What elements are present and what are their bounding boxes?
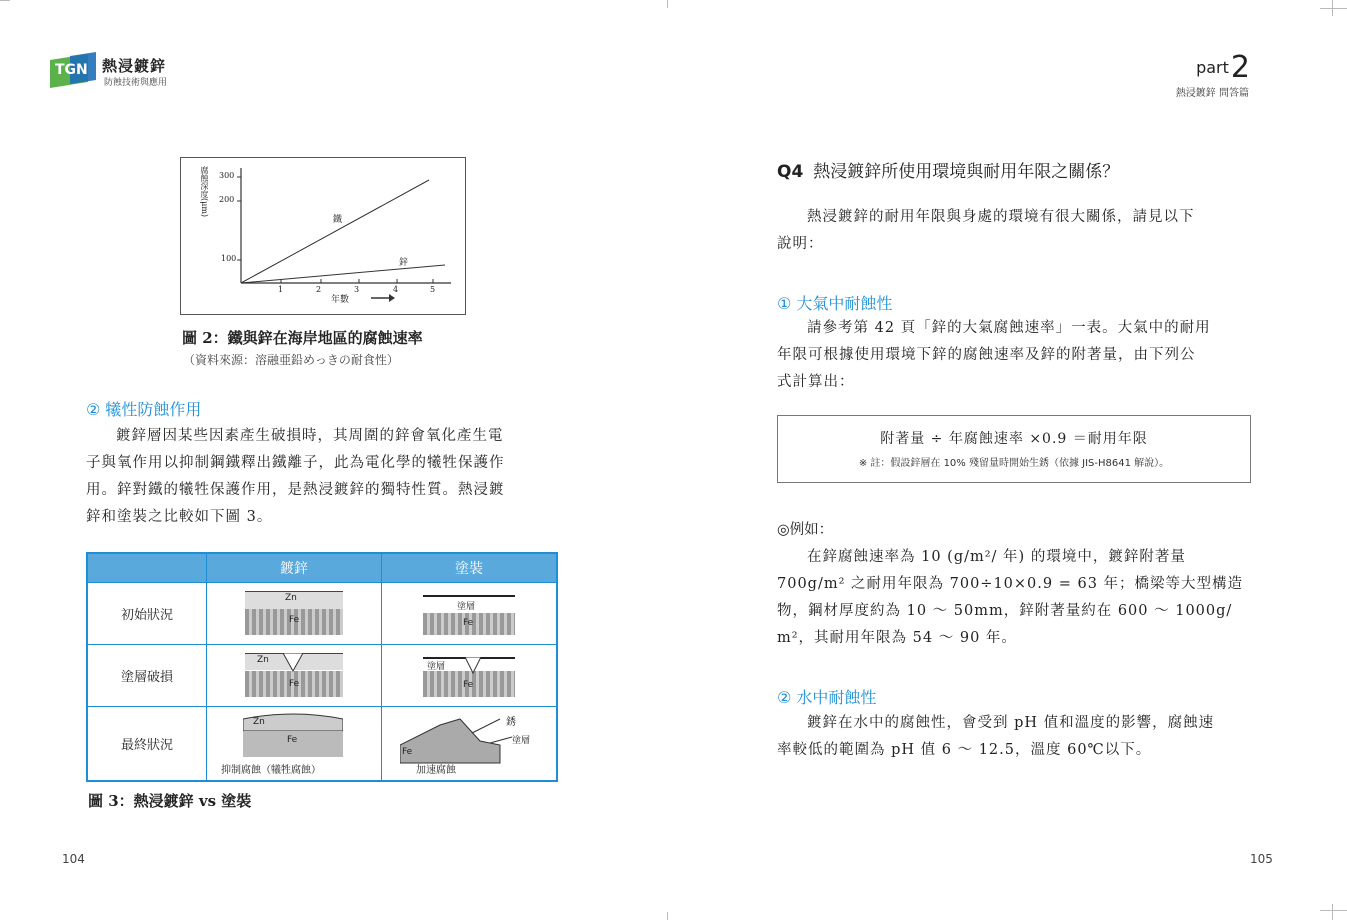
part-text: part bbox=[1196, 58, 1229, 77]
part-subtitle: 熱浸鍍鋅 問答篇 bbox=[1175, 88, 1249, 99]
rust-label: 銹 bbox=[505, 716, 516, 728]
fig2-caption: 圖 2：鐵與鋅在海岸地區的腐蝕速率 bbox=[182, 329, 423, 347]
crop-mark bbox=[667, 912, 668, 920]
logo-title: 熱浸鍍鋅 bbox=[102, 57, 167, 75]
section-title-atmosphere: ① 大氣中耐蝕性 bbox=[777, 294, 893, 313]
part-number: 2 bbox=[1230, 50, 1250, 85]
fig2-xtick: 1 bbox=[278, 285, 284, 294]
paragraph-atmosphere bbox=[777, 315, 1252, 396]
fig2-xtick: 4 bbox=[393, 285, 399, 294]
coat-label: 塗層 bbox=[456, 601, 475, 612]
text-line: 物，鋼材厚度約為 10 ～ 50mm，鋅附著量約在 600 ～ 1000g/ bbox=[777, 603, 1233, 619]
section-title-sacrificial: ② 犧性防蝕作用 bbox=[86, 400, 202, 419]
row-label: 初始狀況 bbox=[87, 583, 207, 645]
example-label: ◎例如： bbox=[777, 522, 834, 538]
comparison-table bbox=[86, 552, 558, 782]
table-header-cell: 塗裝 bbox=[381, 553, 557, 583]
galvanized-final-diagram bbox=[207, 707, 382, 781]
table-row bbox=[87, 583, 557, 645]
fig3-caption: 圖 3：熱浸鍍鋅 vs 塗裝 bbox=[88, 792, 252, 810]
fig2-ylabel: 腐蝕深度(μm) bbox=[200, 166, 209, 218]
crop-mark bbox=[1332, 904, 1333, 920]
fig2-xtick: 3 bbox=[354, 285, 360, 294]
text-line: 說明： bbox=[777, 236, 824, 252]
zn-label: Zn bbox=[256, 654, 269, 665]
intro-paragraph bbox=[777, 204, 1252, 258]
fig2-xtick: 2 bbox=[316, 285, 322, 294]
logo-subtitle: 防蝕技術與應用 bbox=[104, 78, 168, 88]
row-label: 最終狀況 bbox=[87, 707, 207, 781]
fig2-iron-label: 鐵 bbox=[333, 215, 343, 225]
page-number-right: 105 bbox=[1250, 852, 1273, 866]
zn-label: Zn bbox=[284, 592, 297, 603]
corrosion-rate-figure bbox=[180, 157, 466, 315]
text-line: 熱浸鍍鋅的耐用年限與身處的環境有很大關係，請見以下 bbox=[807, 209, 1195, 225]
formula-note: ※ 註：假設鋅層在 10% 殘留量時開始生銹（依據 JIS-H8641 解說）。 bbox=[858, 458, 1170, 469]
fe-label: Fe bbox=[288, 678, 300, 689]
galvanized-damaged-diagram bbox=[207, 645, 382, 707]
table-header-row bbox=[87, 553, 557, 583]
note-left: 抑制腐蝕（犧牲腐蝕） bbox=[220, 764, 321, 776]
text-line: 請參考第 42 頁「鋅的大氣腐蝕速率」一表。大氣中的耐用 bbox=[807, 320, 1211, 336]
table-row bbox=[87, 645, 557, 707]
paint-initial-diagram bbox=[381, 583, 557, 645]
text-line: m²，其耐用年限為 54 ～ 90 年。 bbox=[777, 630, 1017, 646]
fe-label: Fe bbox=[286, 734, 298, 745]
row-label: 塗層破損 bbox=[87, 645, 207, 707]
fig2-xlabel: 年數 bbox=[331, 295, 350, 305]
fe-label: Fe bbox=[462, 679, 474, 690]
table-header-cell: 鍍鋅 bbox=[207, 553, 382, 583]
formula-text: 附著量 ÷ 年腐蝕速率 ×0.9 ＝耐用年限 bbox=[880, 431, 1148, 447]
note-right: 加速腐蝕 bbox=[415, 764, 456, 776]
crop-mark bbox=[667, 0, 668, 8]
text-line: 鍍鋅層因某些因素產生破損時，其周圍的鋅會氧化產生電 bbox=[116, 428, 504, 444]
text-line: 700g/m² 之耐用年限為 700÷10×0.9 = 63 年；橋梁等大型構造 bbox=[777, 576, 1244, 592]
text-line: 子與氧作用以抑制鋼鐵釋出鐵離子，此為電化學的犧牲保護作 bbox=[86, 455, 505, 471]
text-line: 在鋅腐蝕速率為 10 (g/m²/ 年) 的環境中，鍍鋅附著量 bbox=[807, 549, 1186, 565]
fig2-zinc-label: 鋅 bbox=[399, 258, 409, 268]
fig2-ytick: 300 bbox=[219, 171, 235, 180]
zn-label: Zn bbox=[252, 716, 265, 727]
crop-mark bbox=[0, 0, 10, 1]
paint-final-diagram bbox=[381, 707, 557, 781]
question-label: Q4 bbox=[777, 162, 804, 182]
text-line: 鋅和塗裝之比較如下圖 3。 bbox=[86, 509, 273, 525]
example-paragraph bbox=[777, 544, 1252, 652]
paint-damaged-diagram bbox=[381, 645, 557, 707]
fig2-ytick: 200 bbox=[219, 195, 235, 204]
section-title-water: ② 水中耐蝕性 bbox=[777, 688, 877, 707]
part-label bbox=[1196, 50, 1250, 85]
logo-mark-text: TGN bbox=[55, 62, 88, 78]
fe-label: Fe bbox=[462, 617, 474, 628]
question-title: 熱浸鍍鋅所使用環境與耐用年限之關係？ bbox=[813, 162, 1120, 182]
page-number-left: 104 bbox=[62, 852, 85, 866]
text-line: 率較低的範圍為 pH 值 6 ～ 12.5，溫度 60℃以下。 bbox=[777, 742, 1152, 758]
coat-label: 塗層 bbox=[426, 661, 445, 672]
question-heading bbox=[777, 157, 1119, 182]
fig2-source: （資料來源：溶融亜鉛めっきの耐食性） bbox=[183, 353, 399, 367]
fig2-ytick: 100 bbox=[221, 254, 237, 263]
coat-label: 塗層 bbox=[511, 735, 530, 746]
crop-mark bbox=[1320, 910, 1347, 911]
crop-mark bbox=[1320, 8, 1347, 9]
table-header-cell bbox=[87, 553, 207, 583]
fig2-xtick: 5 bbox=[430, 285, 436, 294]
text-line: 用。鋅對鐵的犧牲保護作用，是熱浸鍍鋅的獨特性質。熱浸鍍 bbox=[86, 482, 505, 498]
fe-label: Fe bbox=[288, 614, 300, 625]
paragraph-sacrificial bbox=[86, 423, 561, 531]
text-line: 式計算出： bbox=[777, 374, 855, 390]
galvanized-initial-diagram bbox=[207, 583, 382, 645]
formula-box bbox=[777, 415, 1251, 483]
paragraph-water bbox=[777, 710, 1252, 764]
table-row bbox=[87, 707, 557, 781]
publisher-logo bbox=[50, 52, 96, 90]
text-line: 年限可根據使用環境下鋅的腐蝕速率及鋅的附著量，由下列公 bbox=[777, 347, 1196, 363]
fe-label: Fe bbox=[401, 746, 413, 757]
text-line: 鍍鋅在水中的腐蝕性，會受到 pH 值和溫度的影響，腐蝕速 bbox=[807, 715, 1215, 731]
